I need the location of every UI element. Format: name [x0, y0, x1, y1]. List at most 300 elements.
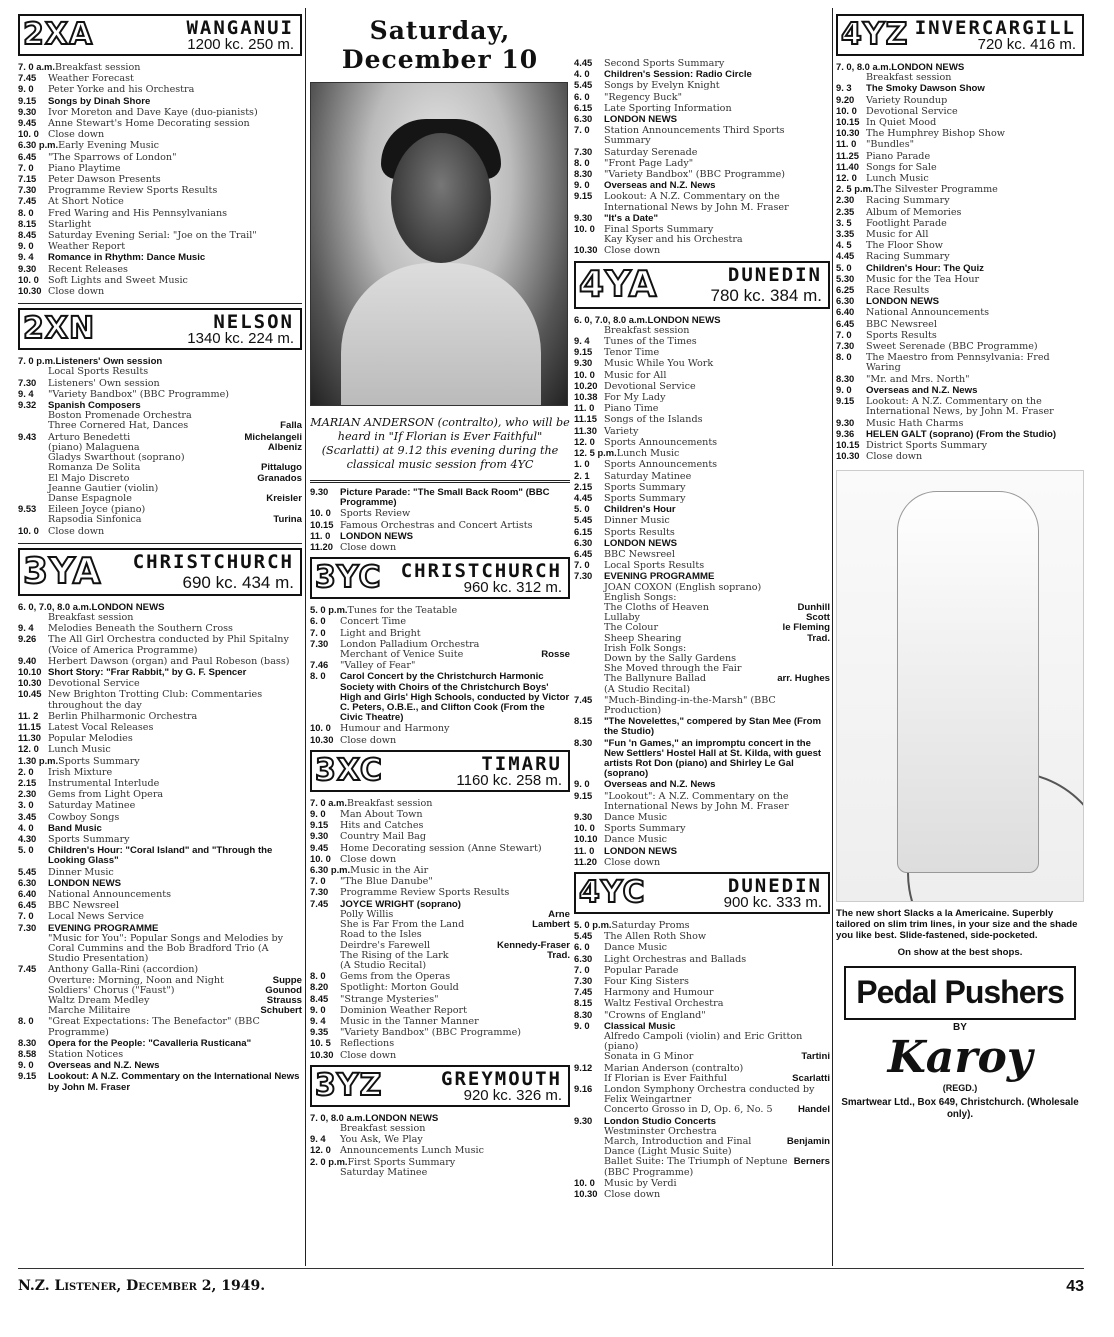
programme-time: 9. 0: [574, 1019, 590, 1031]
programme-time: 6.45: [574, 547, 593, 559]
programme-title: Melodies Beneath the Southern Cross: [48, 623, 233, 635]
programme-time: 10. 0: [310, 852, 331, 864]
programme-time: 7. 0: [310, 626, 326, 638]
programme-time: 10. 0: [574, 822, 595, 834]
programme-item: [574, 1137, 830, 1157]
programme-title: National Announcements: [48, 889, 172, 900]
programme-title: Dinner Music: [48, 866, 114, 878]
programme-title: El Majo Discreto: [48, 472, 130, 484]
programme-time: 8. 0: [836, 351, 852, 363]
programme-item: [574, 471, 830, 482]
programme-title: Humour and Harmony: [340, 723, 450, 735]
programme-composer: Granados: [257, 472, 302, 484]
programme-title: Hits and Catches: [340, 820, 424, 832]
programme-time: 11.25: [836, 149, 859, 161]
programme-title: Dance Music: [604, 812, 668, 823]
programme-item: [310, 1016, 570, 1027]
programme-title: Lunch Music: [48, 744, 111, 756]
programme-4yc: [574, 920, 830, 1200]
programme-time: 7.45: [18, 963, 37, 975]
programme-item: [310, 961, 570, 971]
programme-time: 10. 0: [574, 368, 595, 380]
programme-item: [574, 92, 830, 103]
programme-title: Sports Summary: [48, 833, 130, 845]
programme-time: 6.30: [836, 295, 855, 307]
programme-time: 6.30: [574, 536, 593, 548]
footer-publication: N.Z. Listener, December 2, 1949.: [18, 1278, 266, 1294]
programme-title: LONDON NEWS: [365, 1112, 439, 1124]
programme-title: LONDON NEWS: [866, 296, 940, 308]
programme-title: Songs for Sale: [866, 161, 937, 173]
programme-time: 10. 0: [310, 722, 331, 734]
programme-title: Popular Parade: [604, 964, 679, 976]
programme-time: 6.45: [18, 899, 37, 911]
programme-item: [574, 942, 830, 953]
programme-title: Sports Announcements: [604, 436, 718, 448]
programme-title: Concerto Grosso in D, Op. 6, No. 5: [604, 1104, 773, 1116]
programme-title: Close down: [48, 525, 105, 537]
programme-time: 9. 0: [836, 383, 852, 395]
programme-composer: Falla: [280, 420, 302, 432]
programme-time: 8.15: [18, 217, 37, 229]
programme-4yz: [836, 62, 1084, 462]
programme-title: Station Announcements Third Sports Summary: [604, 125, 785, 147]
programme-item: [310, 520, 570, 531]
programme-item: [574, 459, 830, 470]
page-number: 43: [1066, 1278, 1084, 1295]
programme-title: Spanish Composers: [48, 400, 141, 412]
programme-title: Waltz Festival Orchestra: [604, 998, 724, 1010]
programme-item: [574, 370, 830, 381]
programme-time: 9.40: [18, 654, 37, 666]
programme-time: 9.32: [18, 399, 37, 411]
brand-pedal-pushers: Pedal Pushers: [844, 966, 1076, 1020]
programme-item: [574, 549, 830, 560]
programme-item: [18, 1016, 302, 1037]
programme-time: 9. 4: [310, 1133, 326, 1145]
station-header-2xn: [18, 308, 302, 350]
programme-title: Close down: [48, 286, 105, 298]
programme-time: 5.45: [574, 930, 593, 942]
programme-time: 8.20: [310, 981, 329, 993]
programme-title: Sheep Shearing: [604, 632, 682, 644]
programme-composer: Trad.: [547, 949, 570, 961]
programme-time: 5. 0: [836, 261, 852, 273]
programme-item: [18, 463, 302, 473]
programme-item: [310, 831, 570, 842]
programme-time: 4. 0: [18, 821, 34, 833]
programme-item: [310, 876, 570, 887]
programme-time: 10.20: [574, 379, 598, 391]
programme-title: Arturo Benedetti: [48, 431, 131, 443]
programme-title: Songs by Evelyn Knight: [604, 80, 720, 92]
programme-item: [18, 152, 302, 163]
programme-title: Picture Parade: "The Small Back Room" (BBC Programme): [340, 487, 550, 509]
programme-item: [836, 296, 1084, 307]
column-3: [574, 58, 830, 1200]
programme-item: [574, 976, 830, 987]
programme-item: [574, 527, 830, 538]
programme-title: "Crowns of England": [604, 1009, 706, 1021]
programme-title: Sonata in G Minor: [604, 1051, 694, 1063]
programme-time: 2. 5 p.m.: [836, 183, 874, 195]
programme-item: [310, 1134, 570, 1145]
programme-time: 10.38: [574, 391, 598, 403]
programme-title: Soldiers' Chorus ("Faust"): [48, 984, 175, 996]
programme-item: [836, 440, 1084, 451]
programme-time: 6.25: [836, 284, 855, 296]
programme-time: 8. 0: [18, 1015, 34, 1027]
programme-title: She Moved through the Fair: [604, 663, 742, 675]
programme-title: Racing Summary: [866, 195, 950, 207]
programme-time: 9. 4: [18, 251, 34, 263]
programme-title: Late Sporting Information: [604, 102, 732, 114]
programme-time: 9. 0: [310, 808, 326, 820]
programme-title: Sports Summary: [604, 481, 686, 493]
programme-time: 12. 0: [836, 172, 857, 184]
programme-item: [574, 403, 830, 414]
station-header-3yc: [310, 557, 570, 599]
programme-title: Overseas and N.Z. News: [48, 1060, 160, 1072]
programme-title: Breakfast session: [48, 611, 134, 623]
programme-item: [574, 482, 830, 493]
programme-title: Sports Review: [340, 508, 411, 520]
programme-title: Lunch Music: [616, 448, 680, 460]
programme-title: "Valley of Fear": [340, 660, 416, 672]
programme-item: [18, 964, 302, 975]
programme-time: 11.15: [574, 413, 597, 425]
programme-time: 5. 0: [18, 844, 34, 856]
programme-title: Famous Orchestras and Concert Artists: [340, 519, 533, 531]
programme-item: [836, 451, 1084, 462]
programme-time: 10.15: [836, 116, 860, 128]
programme-title: Spotlight: Morton Gould: [340, 982, 459, 994]
programme-item: [18, 845, 302, 866]
programme-time: 7.30: [574, 570, 593, 582]
programme-title: "Fun 'n Games," an impromptu concert in the New Settlers' Hostel Hall at St. Kilda, with guest artists Rot Don (piano) and Shirley Le Gal (soprano): [604, 737, 822, 780]
programme-title: Album of Memories: [866, 206, 962, 218]
programme-time: 11. 0: [836, 138, 857, 150]
programme-time: 6.30: [18, 876, 37, 888]
programme-item: [18, 778, 302, 789]
programme-item: [18, 667, 302, 678]
programme-time: 9.30: [574, 1114, 593, 1126]
programme-title: Dominion Weather Report: [340, 1004, 467, 1016]
programme-title: Weather Report: [48, 241, 126, 253]
programme-title: Devotional Service: [866, 105, 958, 117]
programme-time: 10.10: [18, 665, 42, 677]
ad-copy: The new short Slacks a la Americaine. Superbly tailored on slim trim lines, in your size and the shade you like best. Slide-fastened, side-pocketed.: [836, 908, 1078, 942]
programme-time: 1. 0: [574, 458, 590, 470]
station-city: CHRISTCHURCH: [132, 550, 294, 573]
programme-title: Eileen Joyce (piano): [48, 504, 146, 516]
programme-time: 6.30 p.m.: [310, 864, 351, 876]
programme-title: Recent Releases: [48, 263, 128, 275]
programme-title: Sports Results: [604, 526, 675, 538]
programme-composer: Rosse: [541, 649, 570, 661]
programme-item: [18, 389, 302, 400]
column-1: [18, 10, 302, 1093]
programme-time: 5.30: [836, 272, 855, 284]
programme-item: [18, 219, 302, 230]
programme-item: [18, 711, 302, 722]
programme-title: Gems from Light Opera: [48, 789, 164, 801]
programme-title: National Announcements: [866, 307, 990, 319]
programme-time: 8.30: [836, 372, 855, 384]
programme-title: Sports Results: [866, 329, 937, 341]
programme-item: [18, 118, 302, 129]
programme-item: [310, 605, 570, 616]
programme-time: 6.30: [574, 113, 593, 125]
programme-title: Race Results: [866, 285, 930, 297]
brand-by: BY: [953, 1022, 967, 1034]
programme-item: [18, 84, 302, 95]
programme-time: 10.30: [18, 285, 42, 297]
programme-time: 9.35: [310, 1026, 329, 1038]
programme-title: Polly Willis: [340, 908, 394, 920]
programme-time: 4. 0: [574, 68, 590, 80]
programme-title: District Sports Summary: [866, 439, 988, 451]
programme-time: 6.30 p.m.: [18, 139, 59, 151]
programme-title: Irish Mixture: [48, 766, 113, 778]
programme-composer: Benjamin: [786, 1136, 830, 1148]
station-call-sign: 4YC: [579, 875, 646, 911]
programme-item: [18, 634, 302, 655]
programme-composer: Handel: [798, 1104, 830, 1116]
programme-item: [18, 196, 302, 207]
programme-title: BBC Newsreel: [604, 548, 675, 560]
programme-title: Songs by Dinah Shore: [48, 95, 151, 107]
programme-item: [310, 887, 570, 898]
programme-title: Close down: [340, 542, 397, 554]
programme-time: 9. 0: [574, 179, 590, 191]
station-city: GREYMOUTH: [441, 1067, 562, 1090]
programme-time: 9.45: [18, 117, 37, 129]
programme-time: 10. 0: [18, 128, 39, 140]
programme-item: [18, 689, 302, 710]
programme-title: LONDON NEWS: [91, 601, 165, 613]
programme-item: [574, 920, 830, 931]
programme-item: [18, 623, 302, 634]
programme-item: [310, 650, 570, 660]
programme-title: Down by the Sally Gardens: [604, 652, 737, 664]
programme-title: Local Sports Results: [48, 366, 149, 378]
divider: [18, 303, 302, 304]
programme-title: Herbert Dawson (organ) and Paul Robeson (bass): [48, 655, 290, 667]
station-frequency: 920 kc. 326 m.: [463, 1086, 562, 1104]
programme-time: 3. 5: [836, 216, 852, 228]
programme-title: Close down: [340, 1049, 397, 1061]
column-4: [836, 10, 1084, 1121]
programme-time: 3.45: [18, 810, 37, 822]
programme-title: (A Studio Recital): [604, 683, 691, 695]
programme-item: [310, 820, 570, 831]
programme-time: 9.15: [574, 789, 593, 801]
station-call-sign: 3XC: [315, 752, 383, 788]
programme-item: [574, 58, 830, 69]
programme-title: Light and Bright: [340, 627, 421, 639]
programme-item: [574, 571, 830, 582]
station-frequency: 720 kc. 416 m.: [977, 36, 1076, 53]
programme-title: Early Evening Music: [58, 140, 160, 152]
programme-title: Westminster Orchestra: [604, 1125, 717, 1137]
programme-title: Piano Playtime: [48, 162, 121, 174]
programme-item: [310, 616, 570, 627]
programme-composer: le Fleming: [782, 622, 830, 634]
programme-composer: Strauss: [266, 995, 302, 1007]
programme-item: [574, 114, 830, 125]
programme-time: 11. 0: [574, 844, 595, 856]
programme-item: [574, 103, 830, 114]
programme-title: "Variety Bandbox" (BBC Programme): [48, 388, 230, 400]
programme-time: 9. 4: [310, 1014, 326, 1026]
programme-item: [310, 930, 570, 940]
station-frequency: 1160 kc. 258 m.: [456, 771, 562, 789]
programme-item: [836, 251, 1084, 262]
programme-title: Music Hath Charms: [866, 417, 964, 429]
programme-time: 7. 0: [574, 963, 590, 975]
programme-item: [574, 347, 830, 358]
programme-time: 9.26: [18, 633, 37, 645]
programme-time: 10. 0: [18, 524, 39, 536]
programme-time: 5. 0 p.m.: [574, 919, 612, 931]
programme-item: [310, 1145, 570, 1156]
programme-time: 9. 3: [836, 82, 852, 94]
programme-item: [574, 695, 830, 716]
programme-title: Irish Folk Songs:: [604, 642, 687, 654]
programme-title: Devotional Service: [48, 678, 140, 690]
programme-item: [574, 448, 830, 459]
programme-time: 8.15: [574, 997, 593, 1009]
programme-time: 8. 0: [18, 206, 34, 218]
advertisement-illustration: [836, 470, 1084, 902]
programme-time: 4.45: [836, 250, 855, 262]
programme-title: "Mr. and Mrs. North": [866, 373, 970, 385]
programme-time: 9.30: [836, 416, 855, 428]
programme-item: [574, 1032, 830, 1052]
programme-title: You Ask, We Play: [340, 1134, 423, 1146]
programme-title: Dinner Music: [604, 515, 670, 527]
programme-item: [310, 1124, 570, 1134]
programme-title: Latest Vocal Releases: [48, 721, 154, 733]
programme-item: [574, 147, 830, 158]
programme-time: 9.15: [18, 1070, 37, 1082]
programme-item: [574, 1052, 830, 1062]
programme-time: 2.30: [18, 788, 37, 800]
programme-time: 5.45: [18, 865, 37, 877]
programme-title: LONDON NEWS: [340, 530, 414, 542]
programme-title: Close down: [340, 734, 397, 746]
programme-time: 9. 0: [310, 1003, 326, 1015]
programme-title: Saturday Evening Serial: "Joe on the Trail": [48, 230, 257, 242]
programme-time: 8.45: [18, 229, 37, 241]
programme-time: 6.40: [18, 888, 37, 899]
programme-title: Breakfast session: [340, 1122, 426, 1134]
programme-item: [18, 252, 302, 263]
programme-title: Classical Music: [604, 1020, 676, 1032]
programme-title: Saturday Matinee: [48, 800, 136, 812]
programme-time: 9.15: [574, 190, 593, 202]
programme-time: 9. 0: [18, 240, 34, 252]
programme-item: [574, 685, 830, 695]
programme-time: 9.30: [574, 357, 593, 369]
programme-title: The Colour: [604, 622, 659, 634]
programme-title: The All Girl Orchestra conducted by Phil Spitalny (Voice of America Programme): [48, 634, 289, 656]
programme-3yz-continued: [574, 58, 830, 257]
programme-item: [836, 285, 1084, 296]
programme-title: Devotional Service: [604, 380, 696, 392]
programme-item: [18, 185, 302, 196]
programme-title: Alfredo Campoli (violin) and Eric Gritton (piano): [604, 1031, 803, 1053]
programme-item: [18, 96, 302, 107]
programme-item: [574, 392, 830, 403]
programme-composer: Kreisler: [266, 492, 302, 504]
programme-time: 6. 0, 7.0, 8.0 a.m.: [574, 313, 648, 325]
programme-title: Songs of the Islands: [604, 414, 703, 426]
programme-item: [310, 1005, 570, 1016]
programme-item: [574, 235, 830, 245]
programme-item: [310, 1168, 570, 1178]
column-2: [310, 10, 570, 1178]
programme-title: "Great Expectations: The Benefactor" (BBC Programme): [48, 1016, 260, 1038]
programme-title: (BBC Programme): [604, 1166, 694, 1178]
programme-composer: arr. Hughes: [777, 673, 830, 685]
programme-title: Dance Music: [604, 834, 668, 846]
programme-title: Listeners' Own session: [48, 377, 160, 389]
programme-title: If Florian is Ever Faithful: [604, 1072, 727, 1084]
programme-time: 11.30: [18, 732, 41, 744]
programme-item: [574, 493, 830, 504]
programme-time: 5.45: [574, 514, 593, 526]
programme-item: [574, 998, 830, 1009]
programme-item: [574, 1074, 830, 1084]
programme-time: 10.30: [574, 1188, 598, 1200]
programme-time: 2.35: [836, 205, 855, 217]
programme-time: 7. 0: [836, 328, 852, 340]
programme-title: Children's Hour: The Quiz: [866, 262, 984, 274]
programme-time: 7. 0, 8.0 a.m.: [310, 1111, 366, 1123]
programme-item: [310, 1050, 570, 1061]
programme-time: 10.30: [574, 244, 598, 256]
programme-title: Close down: [48, 129, 105, 141]
programme-title: Four King Sisters: [604, 976, 689, 988]
programme-time: 9. 4: [18, 622, 34, 634]
programme-time: 12. 0: [18, 743, 39, 755]
station-call-sign: 3YA: [23, 550, 102, 592]
programme-3yz: [310, 1113, 570, 1178]
programme-title: "Strange Mysteries": [340, 993, 439, 1005]
programme-time: 9.15: [18, 94, 37, 106]
programme-title: The Maestro from Pennsylvania: Fred Waring: [866, 352, 1050, 374]
photo-caption: MARIAN ANDERSON (contralto), who will be heard in "If Florian is Ever Faithful" (Scarlatti) at 9.12 this evening during the classical music session from 4YC: [310, 416, 570, 471]
portrait-photo: [310, 82, 568, 406]
programme-title: Close down: [866, 451, 923, 463]
programme-composer: Michelangeli: [244, 431, 302, 443]
programme-time: 8. 0: [574, 156, 590, 168]
programme-time: 7. 0 a.m.: [18, 61, 56, 72]
programme-title: Second Sports Summary: [604, 58, 725, 69]
programme-title: Soft Lights and Sweet Music: [48, 274, 188, 286]
programme-time: 9.15: [574, 346, 593, 358]
programme-time: 10. 0: [574, 1176, 595, 1188]
programme-title: Carol Concert by the Christchurch Harmonic Society with Choirs of the Christchurch Boys' High and Girls' High Schools, conducted by Victor C. Peters, O.B.E., and Clifton Cook (From the Civic Theatre): [340, 671, 570, 724]
programme-item: [18, 174, 302, 185]
programme-time: 11. 0: [574, 402, 595, 414]
programme-item: [574, 245, 830, 256]
divider: [18, 543, 302, 544]
programme-item: [836, 184, 1084, 195]
programme-title: The Humphrey Bishop Show: [866, 128, 1005, 140]
